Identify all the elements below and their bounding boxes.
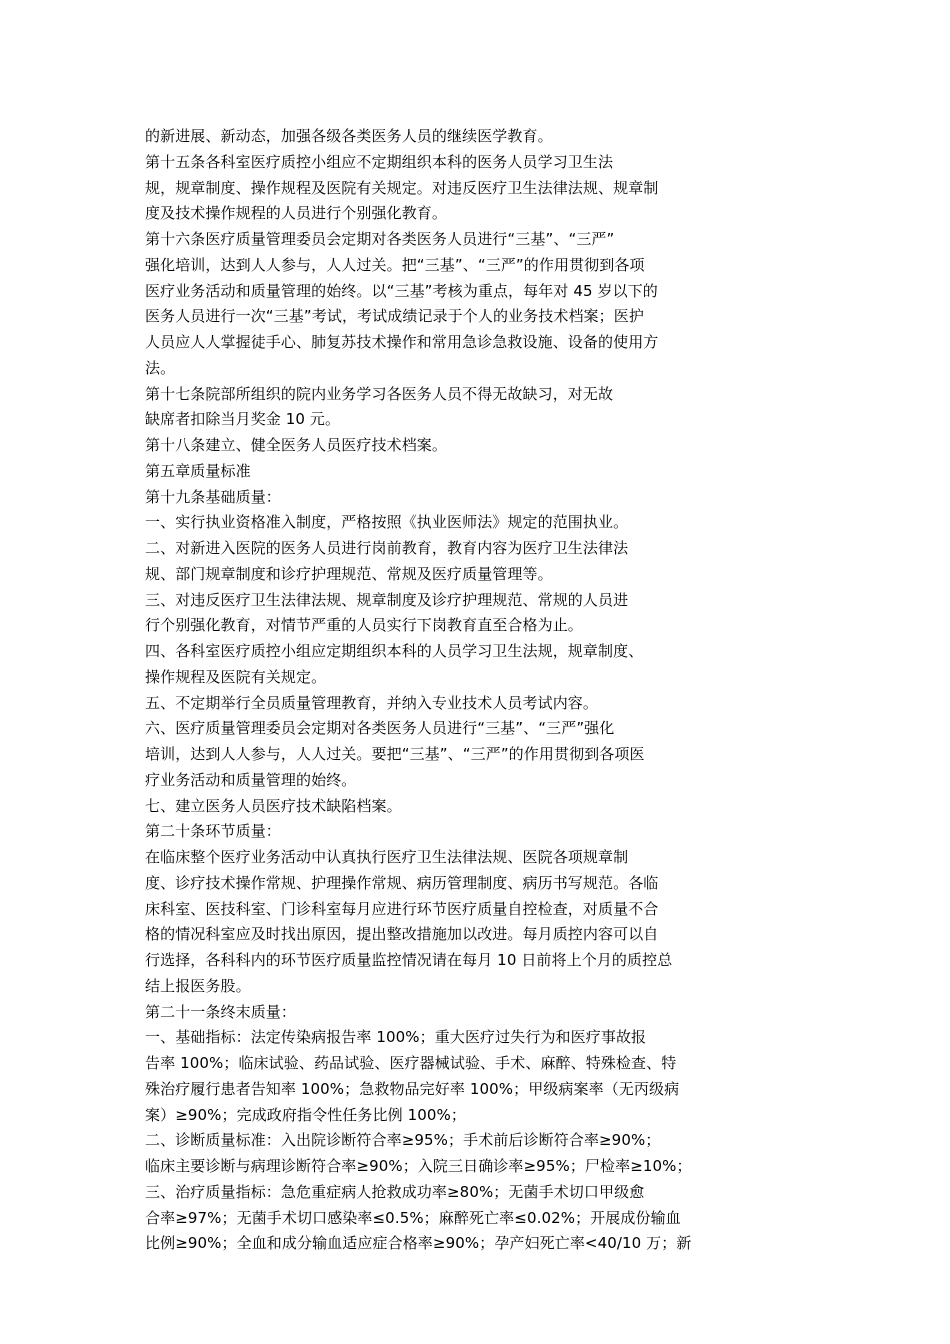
- text-line: 殊治疗履行患者告知率 100%；急救物品完好率 100%；甲级病案率（无丙级病: [145, 1079, 680, 1098]
- text-line: 规，规章制度、操作规程及医院有关规定。对违反医疗卫生法律法规、规章制: [145, 178, 659, 197]
- text-line: 的新进展、新动态，加强各级各类医务人员的继续医学教育。: [145, 127, 553, 145]
- text-line: 规、部门规章制度和诊疗护理规范、常规及医疗质量管理等。: [145, 564, 553, 583]
- text-line: 床科室、医技科室、门诊科室每月应进行环节医疗质量自控检查，对质量不合: [145, 899, 659, 918]
- text-line: 临床主要诊断与病理诊断符合率≥90%；入院三日确诊率≥95%；尸检率≥10%；: [145, 1157, 692, 1175]
- text-line: 一、实行执业资格准入制度，严格按照《执业医师法》规定的范围执业。: [145, 513, 629, 532]
- text-line: 合率≥97%；无菌手术切口感染率≤0.5%；麻醉死亡率≤0.02%；开展成份输血: [145, 1208, 681, 1227]
- text-line: 强化培训，达到人人参与，人人过关。把“三基”、“三严”的作用贯彻到各项: [145, 255, 645, 274]
- document-body: [145, 124, 745, 1257]
- text-line: 疗业务活动和质量管理的始终。: [145, 770, 357, 789]
- text-line: 七、建立医务人员医疗技术缺陷档案。: [145, 796, 402, 815]
- text-line: 操作规程及医院有关规定。: [145, 667, 327, 686]
- text-line: 三、治疗质量指标：急危重症病人抢救成功率≥80%；无菌手术切口甲级愈: [145, 1182, 645, 1201]
- text-line: 第十六条医疗质量管理委员会定期对各类医务人员进行“三基”、“三严”: [145, 230, 615, 248]
- text-line: 缺席者扣除当月奖金 10 元。: [145, 410, 341, 429]
- text-line: 法。: [145, 358, 176, 377]
- text-line: 医疗业务活动和质量管理的始终。以“三基”考核为重点，每年对 45 岁以下的: [145, 281, 658, 300]
- text-line: 二、诊断质量标准：入出院诊断符合率≥95%；手术前后诊断符合率≥90%；: [145, 1131, 661, 1150]
- text-line: 结上报医务股。: [145, 976, 251, 995]
- text-line: 一、基础指标：法定传染病报告率 100%；重大医疗过失行为和医疗事故报: [145, 1028, 647, 1047]
- text-line: 人员应人人掌握徒手心、肺复苏技术操作和常用急诊急救设施、设备的使用方: [145, 333, 659, 351]
- text-line: 比例≥90%；全血和成分输血适应症合格率≥90%；孕产妇死亡率<40/10 万；新: [145, 1234, 692, 1253]
- text-line: 第二十条环节质量：: [145, 822, 281, 841]
- text-line: 第十八条建立、健全医务人员医疗技术档案。: [145, 436, 448, 454]
- chapter-heading: 第五章质量标准: [145, 461, 251, 480]
- text-line: 第十七条院部所组织的院内业务学习各医务人员不得无故缺习，对无故: [145, 384, 614, 403]
- text-line: 六、医疗质量管理委员会定期对各类医务人员进行“三基”、“三严”强化: [145, 719, 615, 738]
- text-line: 度、诊疗技术操作常规、护理操作常规、病历管理制度、病历书写规范。各临: [145, 873, 659, 892]
- text-line: 行个别强化教育，对情节严重的人员实行下岗教育直至合格为止。: [145, 616, 583, 635]
- text-line: 五、不定期举行全员质量管理教育，并纳入专业技术人员考试内容。: [145, 693, 599, 712]
- text-line: 格的情况科室应及时找出原因，提出整改措施加以改进。每月质控内容可以自: [145, 925, 659, 944]
- text-line: 培训，达到人人参与，人人过关。要把“三基”、“三严”的作用贯彻到各项医: [145, 745, 645, 763]
- text-line: 案）≥90%；完成政府指令性任务比例 100%；: [145, 1105, 466, 1124]
- text-line: 三、对违反医疗卫生法律法规、规章制度及诊疗护理规范、常规的人员进: [145, 590, 629, 609]
- text-line: 第十九条基础质量：: [145, 487, 281, 506]
- text-line: 行选择，各科科内的环节医疗质量监控情况请在每月 10 日前将上个月的质控总: [145, 951, 673, 969]
- text-line: 告率 100%；临床试验、药品试验、医疗器械试验、手术、麻醉、特殊检查、特: [145, 1054, 677, 1072]
- text-line: 在临床整个医疗业务活动中认真执行医疗卫生法律法规、医院各项规章制: [145, 848, 629, 866]
- text-line: 二、对新进入医院的医务人员进行岗前教育，教育内容为医疗卫生法律法: [145, 539, 629, 557]
- text-line: 医务人员进行一次“三基”考试，考试成绩记录于个人的业务技术档案；医护: [145, 307, 644, 326]
- text-line: 四、各科室医疗质控小组应定期组织本科的人员学习卫生法规，规章制度、: [145, 642, 644, 660]
- text-line: 度及技术操作规程的人员进行个别强化教育。: [145, 204, 448, 223]
- text-line: 第十五条各科室医疗质控小组应不定期组织本科的医务人员学习卫生法: [145, 152, 614, 171]
- text-line: 第二十一条终末质量：: [145, 1002, 297, 1021]
